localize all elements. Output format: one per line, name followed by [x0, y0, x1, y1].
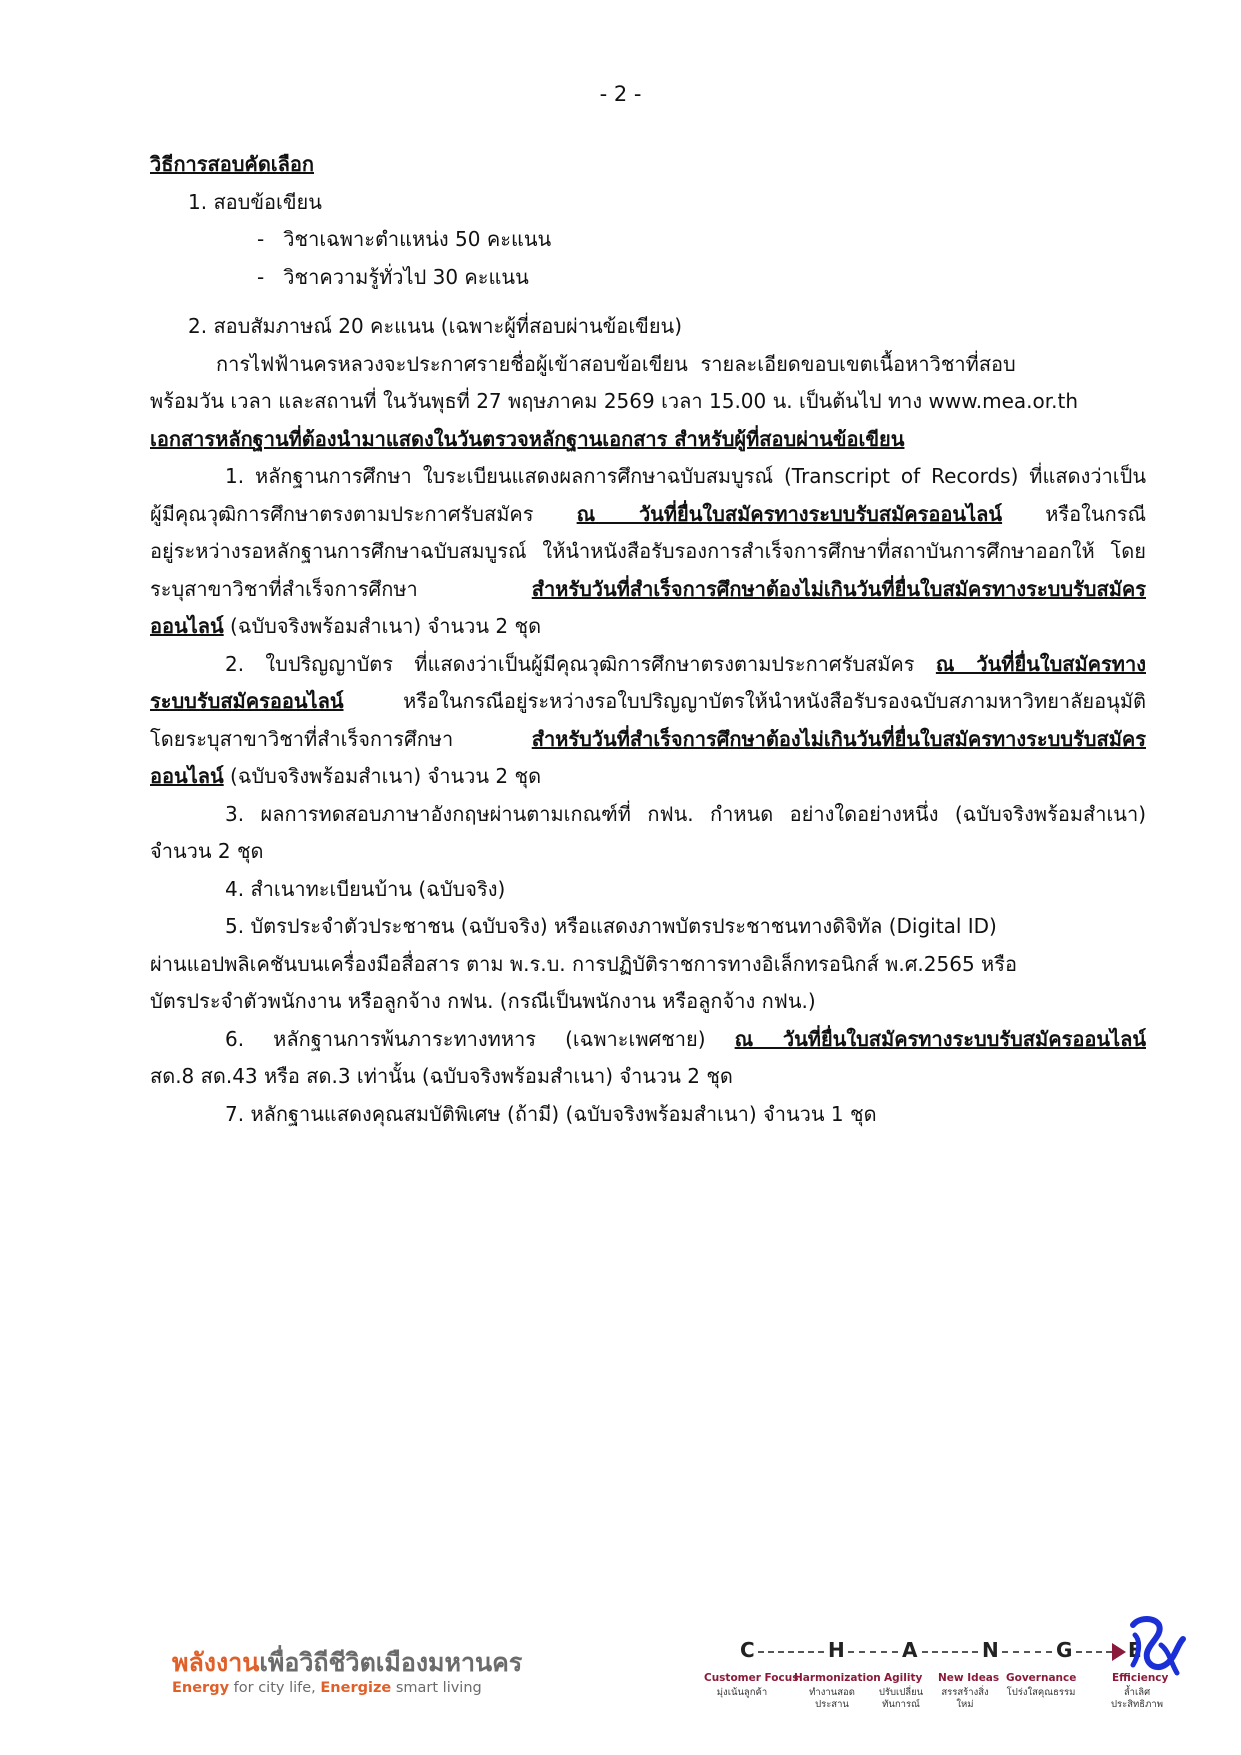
change-sub-harmonization: ทำงานสอดประสาน: [809, 1687, 855, 1710]
slogan-english: Energy for city life, Energize smart living: [172, 1680, 482, 1696]
change-word-customer-focus: Customer Focus: [704, 1672, 799, 1684]
doc-item-6: 6. หลักฐานการพ้นภาระทางทหาร (เฉพาะเพศชาย) ณ วันที่ยื่นใบสมัครทางระบบรับสมัครออนไลน์ สด.8 สด.43 หรือ สด.3 เท่านั้น (ฉบับจริงพร้อมสำเนา) จำนวน 2 ชุด: [150, 1026, 1146, 1088]
change-sub-customer-focus: มุ่งเน้นลูกค้า: [716, 1687, 768, 1698]
change-sub-new-ideas: สรรสร้างสิ่งใหม่: [941, 1687, 989, 1710]
change-letter-c: C: [740, 1638, 755, 1662]
change-word-harmonization: Harmonization: [794, 1672, 881, 1684]
change-sub-efficiency: ล้ำเลิศประสิทธิภาพ: [1111, 1687, 1163, 1710]
change-arrow-icon: [1112, 1643, 1126, 1661]
slogan-thai: พลังงานเพื่อวิถีชีวิตเมืองมหานคร: [172, 1648, 523, 1677]
written-subject-general: - วิชาความรู้ทั่วไป 30 คะแนน: [257, 264, 529, 289]
doc-item-4: 4. สำเนาทะเบียนบ้าน (ฉบับจริง): [225, 876, 506, 901]
change-word-agility: Agility: [884, 1672, 923, 1684]
change-letter-e: E: [1128, 1638, 1142, 1662]
change-values-bar: [700, 1638, 1180, 1728]
doc-item-3: 3. ผลการทดสอบภาษาอังกฤษผ่านตามเกณฑ์ที่ กฟน. กำหนด อย่างใดอย่างหนึ่ง (ฉบับจริงพร้อมสำเนา) จำนวน 2 ชุด: [150, 801, 1147, 863]
page-number: - 2 -: [599, 82, 642, 106]
interview-item: 2. สอบสัมภาษณ์ 20 คะแนน (เฉพาะผู้ที่สอบผ่านข้อเขียน): [188, 314, 683, 338]
change-dash: [848, 1651, 898, 1653]
change-word-new-ideas: New Ideas: [938, 1672, 1000, 1684]
doc-item-7: 7. หลักฐานแสดงคุณสมบัติพิเศษ (ถ้ามี) (ฉบับจริงพร้อมสำเนา) จำนวน 1 ชุด: [225, 1101, 877, 1126]
change-letter-h: H: [828, 1638, 845, 1662]
doc-item-2: 2. ใบปริญญาบัตร ที่แสดงว่าเป็นผู้มีคุณวุฒิการศึกษาตรงตามประกาศรับสมัคร ณ วันที่ยื่นใบสมัครทาง ระบบรับสมัครออนไลน์ หรือในกรณีอยู่ระหว่างรอใบปริญญาบัตรให้นำหนังสือรับรองฉบับสภามหาวิทยาลัยอนุมัติ โดยระบุสาขาวิชาที่สำเร็จการศึกษา สำหรับวันที่สำเร็จการศึกษาต้องไม่เกินวันที่ยื่นใบสมัครทางระบบรับสมัคร ออนไลน์ (ฉบับจริงพร้อมสำเนา) จำนวน 2 ชุด: [150, 651, 1146, 788]
doc-item-1: 1. หลักฐานการศึกษา ใบระเบียนแสดงผลการศึกษาฉบับสมบูรณ์ (Transcript of Records) ที่แสดงว่าเป็น ผู้มีคุณวุฒิการศึกษาตรงตามประกาศรับสมัคร ณ วันที่ยื่นใบสมัครทางระบบรับสมัครออนไลน์ หรือในกรณี อยู่ระหว่างรอหลักฐานการศึกษาฉบับสมบูรณ์ ให้นำหนังสือรับรองการสำเร็จการศึกษาที่สถาบันการศึกษาออกให้ โดย ระบุสาขาวิชาที่สำเร็จการศึกษา สำหรับวันที่สำเร็จการศึกษาต้องไม่เกินวันที่ยื่นใบสมัครทางระบบรับสมัคร ออนไลน์ (ฉบับจริงพร้อมสำเนา) จำนวน 2 ชุด: [150, 464, 1146, 638]
mea-logo-icon: [1125, 1615, 1187, 1681]
change-letter-a: A: [902, 1638, 918, 1662]
change-dash: [758, 1651, 824, 1653]
heading-selection-method: วิธีการสอบคัดเลือก: [150, 152, 315, 176]
change-word-efficiency: Efficiency: [1112, 1672, 1169, 1684]
footer-slogan: [172, 1648, 522, 1698]
change-sub-agility: ปรับเปลี่ยนทันการณ์: [878, 1687, 924, 1710]
change-sub-governance: โปร่งใสคุณธรรม: [1006, 1687, 1076, 1698]
announcement-line-2: พร้อมวัน เวลา และสถานที่ ในวันพุธที่ 27 พฤษภาคม 2569 เวลา 15.00 น. เป็นต้นไป ทาง www.mea.or.th: [150, 389, 1078, 413]
change-dash: [922, 1651, 978, 1653]
change-letter-g: G: [1056, 1638, 1073, 1662]
change-dash: [1002, 1651, 1052, 1653]
change-dash: [1076, 1651, 1112, 1653]
announcement-line-1: การไฟฟ้านครหลวงจะประกาศรายชื่อผู้เข้าสอบข้อเขียน รายละเอียดขอบเขตเนื้อหาวิชาที่สอบ: [216, 351, 1016, 376]
change-word-governance: Governance: [1006, 1672, 1077, 1684]
written-exam-item: 1. สอบข้อเขียน: [188, 189, 322, 214]
change-letter-n: N: [982, 1638, 999, 1662]
doc-item-5: 5. บัตรประจำตัวประชาชน (ฉบับจริง) หรือแสดงภาพบัตรประชาชนทางดิจิทัล (Digital ID) ผ่านแอปพลิเคชันบนเครื่องมือสื่อสาร ตาม พ.ร.บ. การปฏิบัติราชการทางอิเล็กทรอนิกส์ พ.ศ.2565 หรือ บัตรประจำตัวพนักงาน หรือลูกจ้าง กฟน. (กรณีเป็นพนักงาน หรือลูกจ้าง กฟน.): [150, 914, 1017, 1013]
document-body: [150, 146, 1146, 1133]
heading-required-documents: เอกสารหลักฐานที่ต้องนำมาแสดงในวันตรวจหลักฐานเอกสาร สำหรับผู้ที่สอบผ่านข้อเขียน: [150, 426, 905, 451]
written-subject-specific: - วิชาเฉพาะตำแหน่ง 50 คะแนน: [257, 227, 552, 251]
